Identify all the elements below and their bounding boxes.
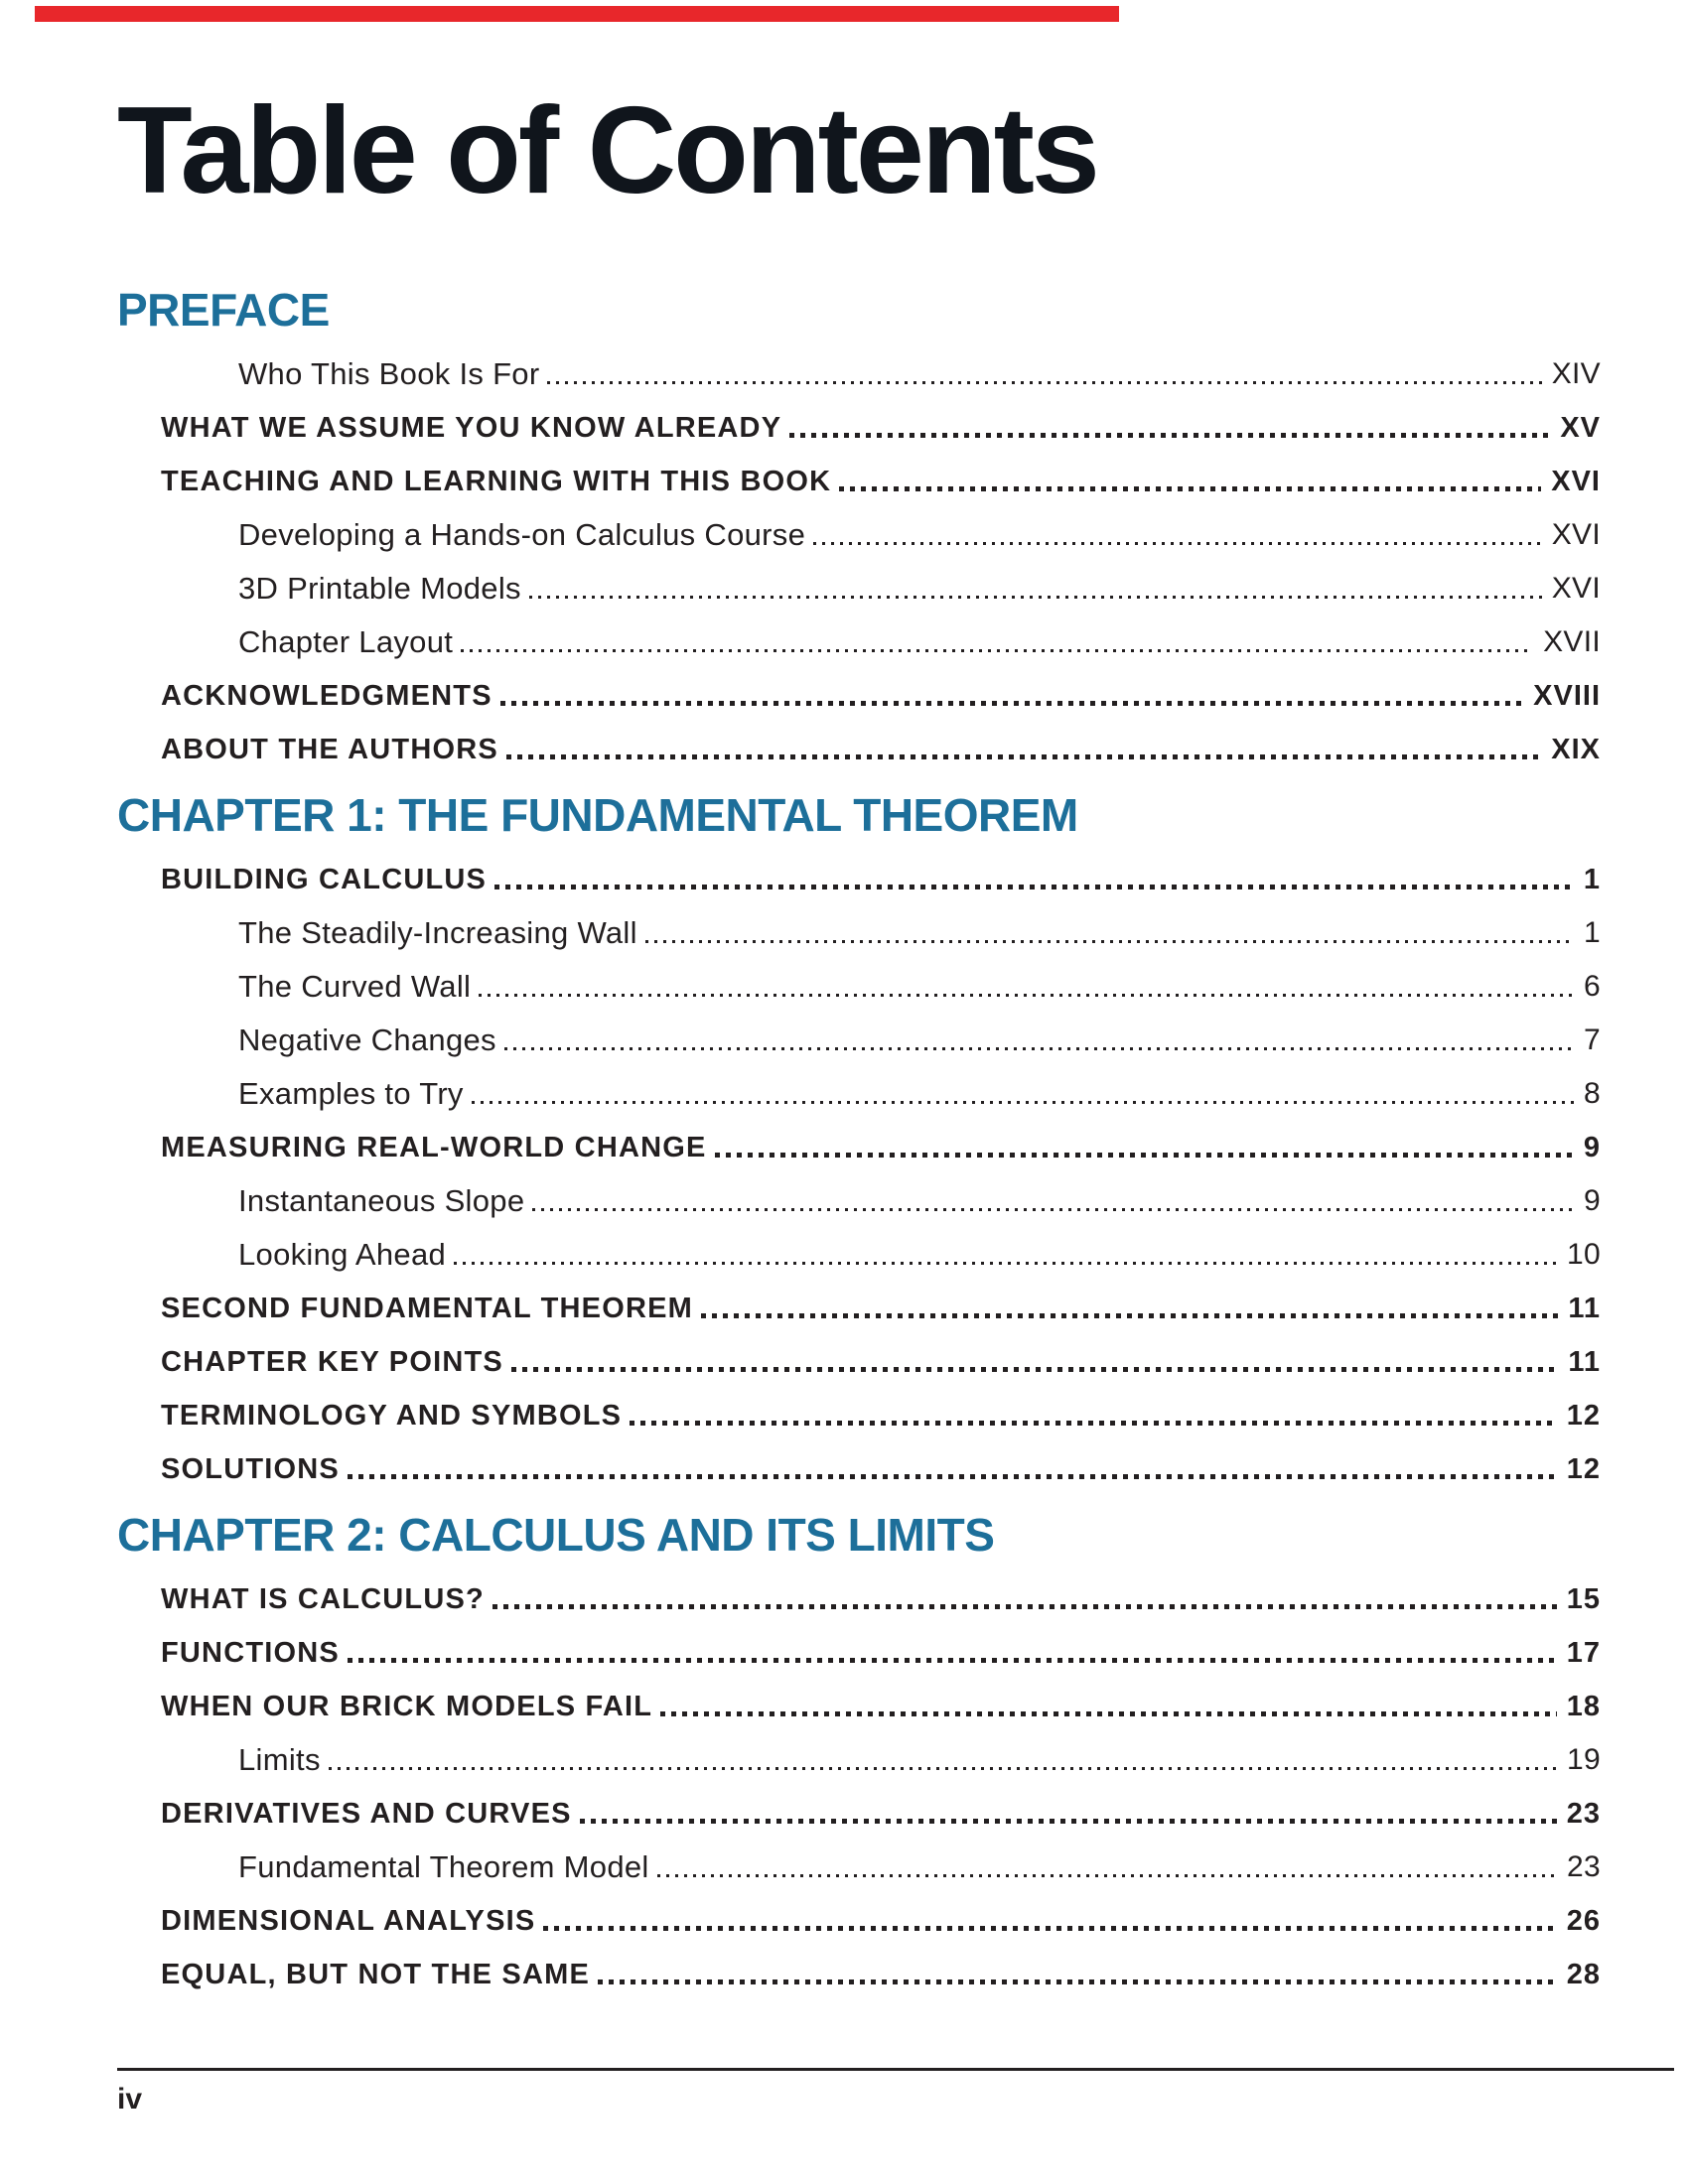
entry-label: Limits — [238, 1742, 321, 1778]
entry-page-number: 18 — [1566, 1691, 1601, 1723]
dotted-leader — [500, 701, 1523, 706]
toc-entry — [117, 1623, 1601, 1677]
dotted-leader — [657, 1874, 1557, 1877]
entry-label: MEASURING REAL-WORLD CHANGE — [161, 1132, 707, 1164]
entry-page-number: 7 — [1584, 1024, 1601, 1057]
entry-page-number: 11 — [1568, 1346, 1601, 1379]
section-heading: CHAPTER 2: CALCULUS AND ITS LIMITS — [117, 1509, 995, 1562]
toc-entry — [117, 1386, 1601, 1439]
entry-page-number: 23 — [1566, 1798, 1601, 1831]
entry-page-number: 1 — [1583, 864, 1601, 896]
entry-page-number: 28 — [1566, 1959, 1601, 1991]
section-heading: PREFACE — [117, 284, 330, 337]
footer-rule — [117, 2068, 1674, 2071]
entry-label: Negative Changes — [238, 1023, 496, 1058]
entry-label: CHAPTER KEY POINTS — [161, 1346, 503, 1379]
toc-entry — [117, 613, 1601, 666]
toc-entry — [117, 1332, 1601, 1386]
entry-page-number: 11 — [1568, 1293, 1601, 1325]
section-entries — [117, 1570, 1601, 1998]
dotted-leader — [645, 940, 1574, 943]
entry-page-number: 1 — [1584, 916, 1601, 950]
entry-label: BUILDING CALCULUS — [161, 864, 488, 896]
dotted-leader — [472, 1101, 1574, 1104]
dotted-leader — [492, 1604, 1557, 1609]
entry-label: The Curved Wall — [238, 969, 472, 1005]
entry-page-number: XV — [1560, 412, 1601, 445]
toc-entry — [117, 505, 1601, 559]
dotted-leader — [506, 754, 1541, 759]
entry-label: TEACHING AND LEARNING WITH THIS BOOK — [161, 466, 832, 498]
dotted-leader — [839, 486, 1541, 491]
entry-page-number: XIX — [1551, 734, 1601, 766]
toc-entry — [117, 1011, 1601, 1064]
toc-entry — [117, 720, 1601, 773]
entry-page-number: 8 — [1584, 1077, 1601, 1111]
entry-page-number: 9 — [1583, 1132, 1601, 1164]
entry-page-number: 19 — [1567, 1743, 1601, 1777]
toc-entry — [117, 957, 1601, 1011]
toc-entry — [117, 1439, 1601, 1493]
toc-entry — [117, 850, 1601, 903]
entry-label: SECOND FUNDAMENTAL THEOREM — [161, 1293, 694, 1325]
dotted-leader — [532, 1208, 1574, 1211]
top-accent-bar — [35, 6, 1119, 22]
toc-sections — [117, 284, 1601, 1998]
dotted-leader — [494, 885, 1574, 889]
dotted-leader — [598, 1979, 1557, 1984]
dotted-leader — [660, 1711, 1557, 1716]
toc-entry — [117, 1118, 1601, 1171]
entry-page-number: 26 — [1566, 1905, 1601, 1938]
toc-entry — [117, 344, 1601, 398]
toc-entry — [117, 1225, 1601, 1279]
toc-entry — [117, 1677, 1601, 1730]
entry-label: FUNCTIONS — [161, 1637, 340, 1670]
toc-entry — [117, 452, 1601, 505]
entry-label: Chapter Layout — [238, 624, 454, 660]
entry-label: Looking Ahead — [238, 1237, 447, 1273]
toc-entry — [117, 1891, 1601, 1945]
entry-label: Examples to Try — [238, 1076, 464, 1112]
dotted-leader — [461, 649, 1533, 652]
entry-label: Who This Book Is For — [238, 356, 540, 392]
dotted-leader — [543, 1926, 1556, 1931]
section-entries — [117, 850, 1601, 1493]
entry-page-number: 6 — [1584, 970, 1601, 1004]
dotted-leader — [504, 1047, 1574, 1050]
dotted-leader — [701, 1313, 1558, 1318]
entry-page-number: 12 — [1566, 1400, 1601, 1433]
toc-entry — [117, 1064, 1601, 1118]
entry-page-number: XVI — [1551, 572, 1601, 606]
section-entries — [117, 344, 1601, 773]
entry-page-number: XIV — [1551, 357, 1601, 391]
dotted-leader — [479, 994, 1574, 997]
dotted-leader — [454, 1262, 1557, 1265]
entry-label: ACKNOWLEDGMENTS — [161, 680, 492, 713]
dotted-leader — [547, 381, 1541, 384]
toc-entry — [117, 1784, 1601, 1838]
toc-entry — [117, 398, 1601, 452]
footer-page-number: iv — [117, 2083, 143, 2116]
dotted-leader — [789, 433, 1550, 438]
entry-label: TERMINOLOGY AND SYMBOLS — [161, 1400, 623, 1433]
dotted-leader — [329, 1767, 1557, 1770]
entry-page-number: XVI — [1551, 518, 1601, 552]
toc-entry — [117, 1730, 1601, 1784]
dotted-leader — [348, 1474, 1557, 1479]
toc-entry — [117, 559, 1601, 613]
dotted-leader — [630, 1421, 1557, 1426]
toc-entry — [117, 903, 1601, 957]
entry-label: DERIVATIVES AND CURVES — [161, 1798, 572, 1831]
section-heading: CHAPTER 1: THE FUNDAMENTAL THEOREM — [117, 789, 1078, 842]
entry-page-number: 17 — [1566, 1637, 1601, 1670]
entry-page-number: XVIII — [1533, 680, 1601, 713]
dotted-leader — [580, 1819, 1557, 1824]
entry-page-number: 9 — [1584, 1184, 1601, 1218]
entry-page-number: 15 — [1566, 1583, 1601, 1616]
page-title: Table of Contents — [117, 82, 1097, 219]
entry-page-number: XVII — [1543, 625, 1601, 659]
entry-label: Instantaneous Slope — [238, 1183, 525, 1219]
toc-entry — [117, 1945, 1601, 1998]
entry-page-number: 12 — [1566, 1453, 1601, 1486]
toc-entry — [117, 1279, 1601, 1332]
entry-label: DIMENSIONAL ANALYSIS — [161, 1905, 536, 1938]
entry-label: WHEN OUR BRICK MODELS FAIL — [161, 1691, 653, 1723]
entry-label: SOLUTIONS — [161, 1453, 340, 1486]
dotted-leader — [813, 542, 1542, 545]
entry-label: WHAT WE ASSUME YOU KNOW ALREADY — [161, 412, 782, 445]
entry-label: WHAT IS CALCULUS? — [161, 1583, 485, 1616]
toc-entry — [117, 1838, 1601, 1891]
toc-entry — [117, 666, 1601, 720]
entry-page-number: 10 — [1567, 1238, 1601, 1272]
dotted-leader — [529, 596, 1542, 599]
toc-entry — [117, 1171, 1601, 1225]
dotted-leader — [348, 1658, 1557, 1663]
entry-label: Developing a Hands-on Calculus Course — [238, 517, 806, 553]
entry-page-number: 23 — [1567, 1850, 1601, 1884]
entry-label: The Steadily-Increasing Wall — [238, 915, 637, 951]
entry-label: ABOUT THE AUTHORS — [161, 734, 498, 766]
entry-page-number: XVI — [1551, 466, 1601, 498]
dotted-leader — [511, 1367, 1558, 1372]
entry-label: EQUAL, BUT NOT THE SAME — [161, 1959, 590, 1991]
entry-label: 3D Printable Models — [238, 571, 521, 607]
toc-section — [117, 284, 1601, 773]
toc-entry — [117, 1570, 1601, 1623]
entry-label: Fundamental Theorem Model — [238, 1849, 649, 1885]
toc-section — [117, 789, 1601, 1493]
toc-section — [117, 1509, 1601, 1998]
dotted-leader — [715, 1153, 1574, 1158]
